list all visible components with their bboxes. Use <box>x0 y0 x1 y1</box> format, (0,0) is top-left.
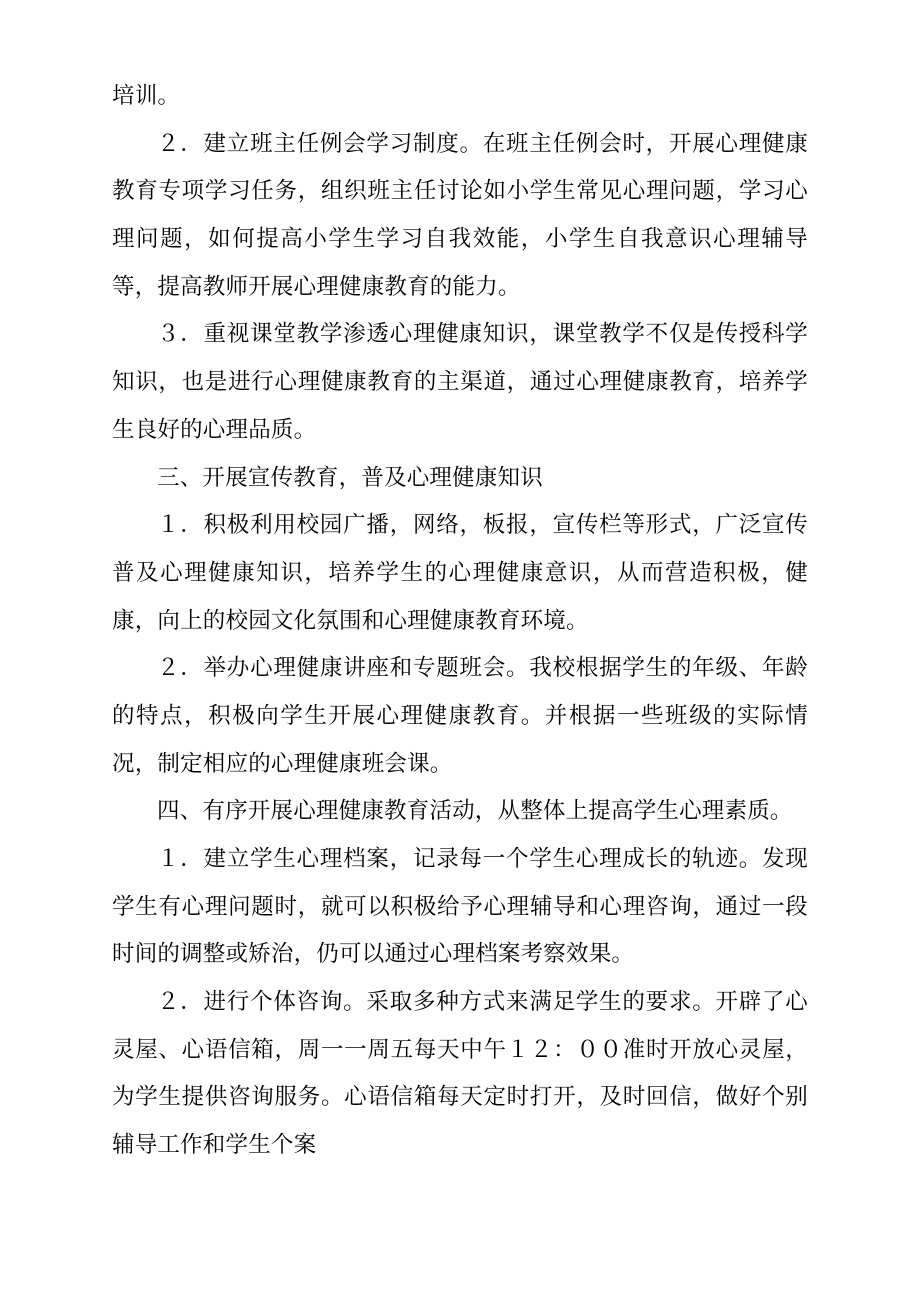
paragraph: ２．进行个体咨询。采取多种方式来满足学生的要求。开辟了心灵屋、心语信箱，周一一周五每天中午１２：００准时开放心灵屋，为学生提供咨询服务。心语信箱每天定时打开，及时回信，做好个别辅导工作和学生个案 <box>112 989 808 1158</box>
paragraph: 培训。 <box>112 83 181 108</box>
section-heading: 四、有序开展心理健康教育活动，从整体上提高学生心理素质。 <box>157 798 793 824</box>
paragraph: ２．举办心理健康讲座和专题班会。我校根据学生的年级、年龄的特点，积极向学生开展心理健康教育。并根据一些班级的实际情况，制定相应的心理健康班会课。 <box>112 655 808 776</box>
paragraph: ３．重视课堂教学渗透心理健康知识，课堂教学不仅是传授科学知识，也是进行心理健康教育的主渠道，通过心理健康教育，培养学生良好的心理品质。 <box>112 321 808 442</box>
paragraph: １．积极利用校园广播，网络，板报，宣传栏等形式，广泛宣传普及心理健康知识，培养学生的心理健康意识，从而营造积极，健康，向上的校园文化氛围和心理健康教育环境。 <box>112 512 808 633</box>
paragraph: １．建立学生心理档案，记录每一个学生心理成长的轨迹。发现学生有心理问题时，就可以积极给予心理辅导和心理咨询，通过一段时间的调整或矫治，仍可以通过心理档案考察效果。 <box>112 846 808 967</box>
section-heading: 三、开展宣传教育，普及心理健康知识 <box>157 464 543 490</box>
document-body <box>112 72 808 1169</box>
paragraph: ２．建立班主任例会学习制度。在班主任例会时，开展心理健康教育专项学习任务，组织班主任讨论如小学生常见心理问题，学习心理问题，如何提高小学生学习自我效能，小学生自我意识心理辅导等，提高教师开展心理健康教育的能力。 <box>112 130 808 299</box>
